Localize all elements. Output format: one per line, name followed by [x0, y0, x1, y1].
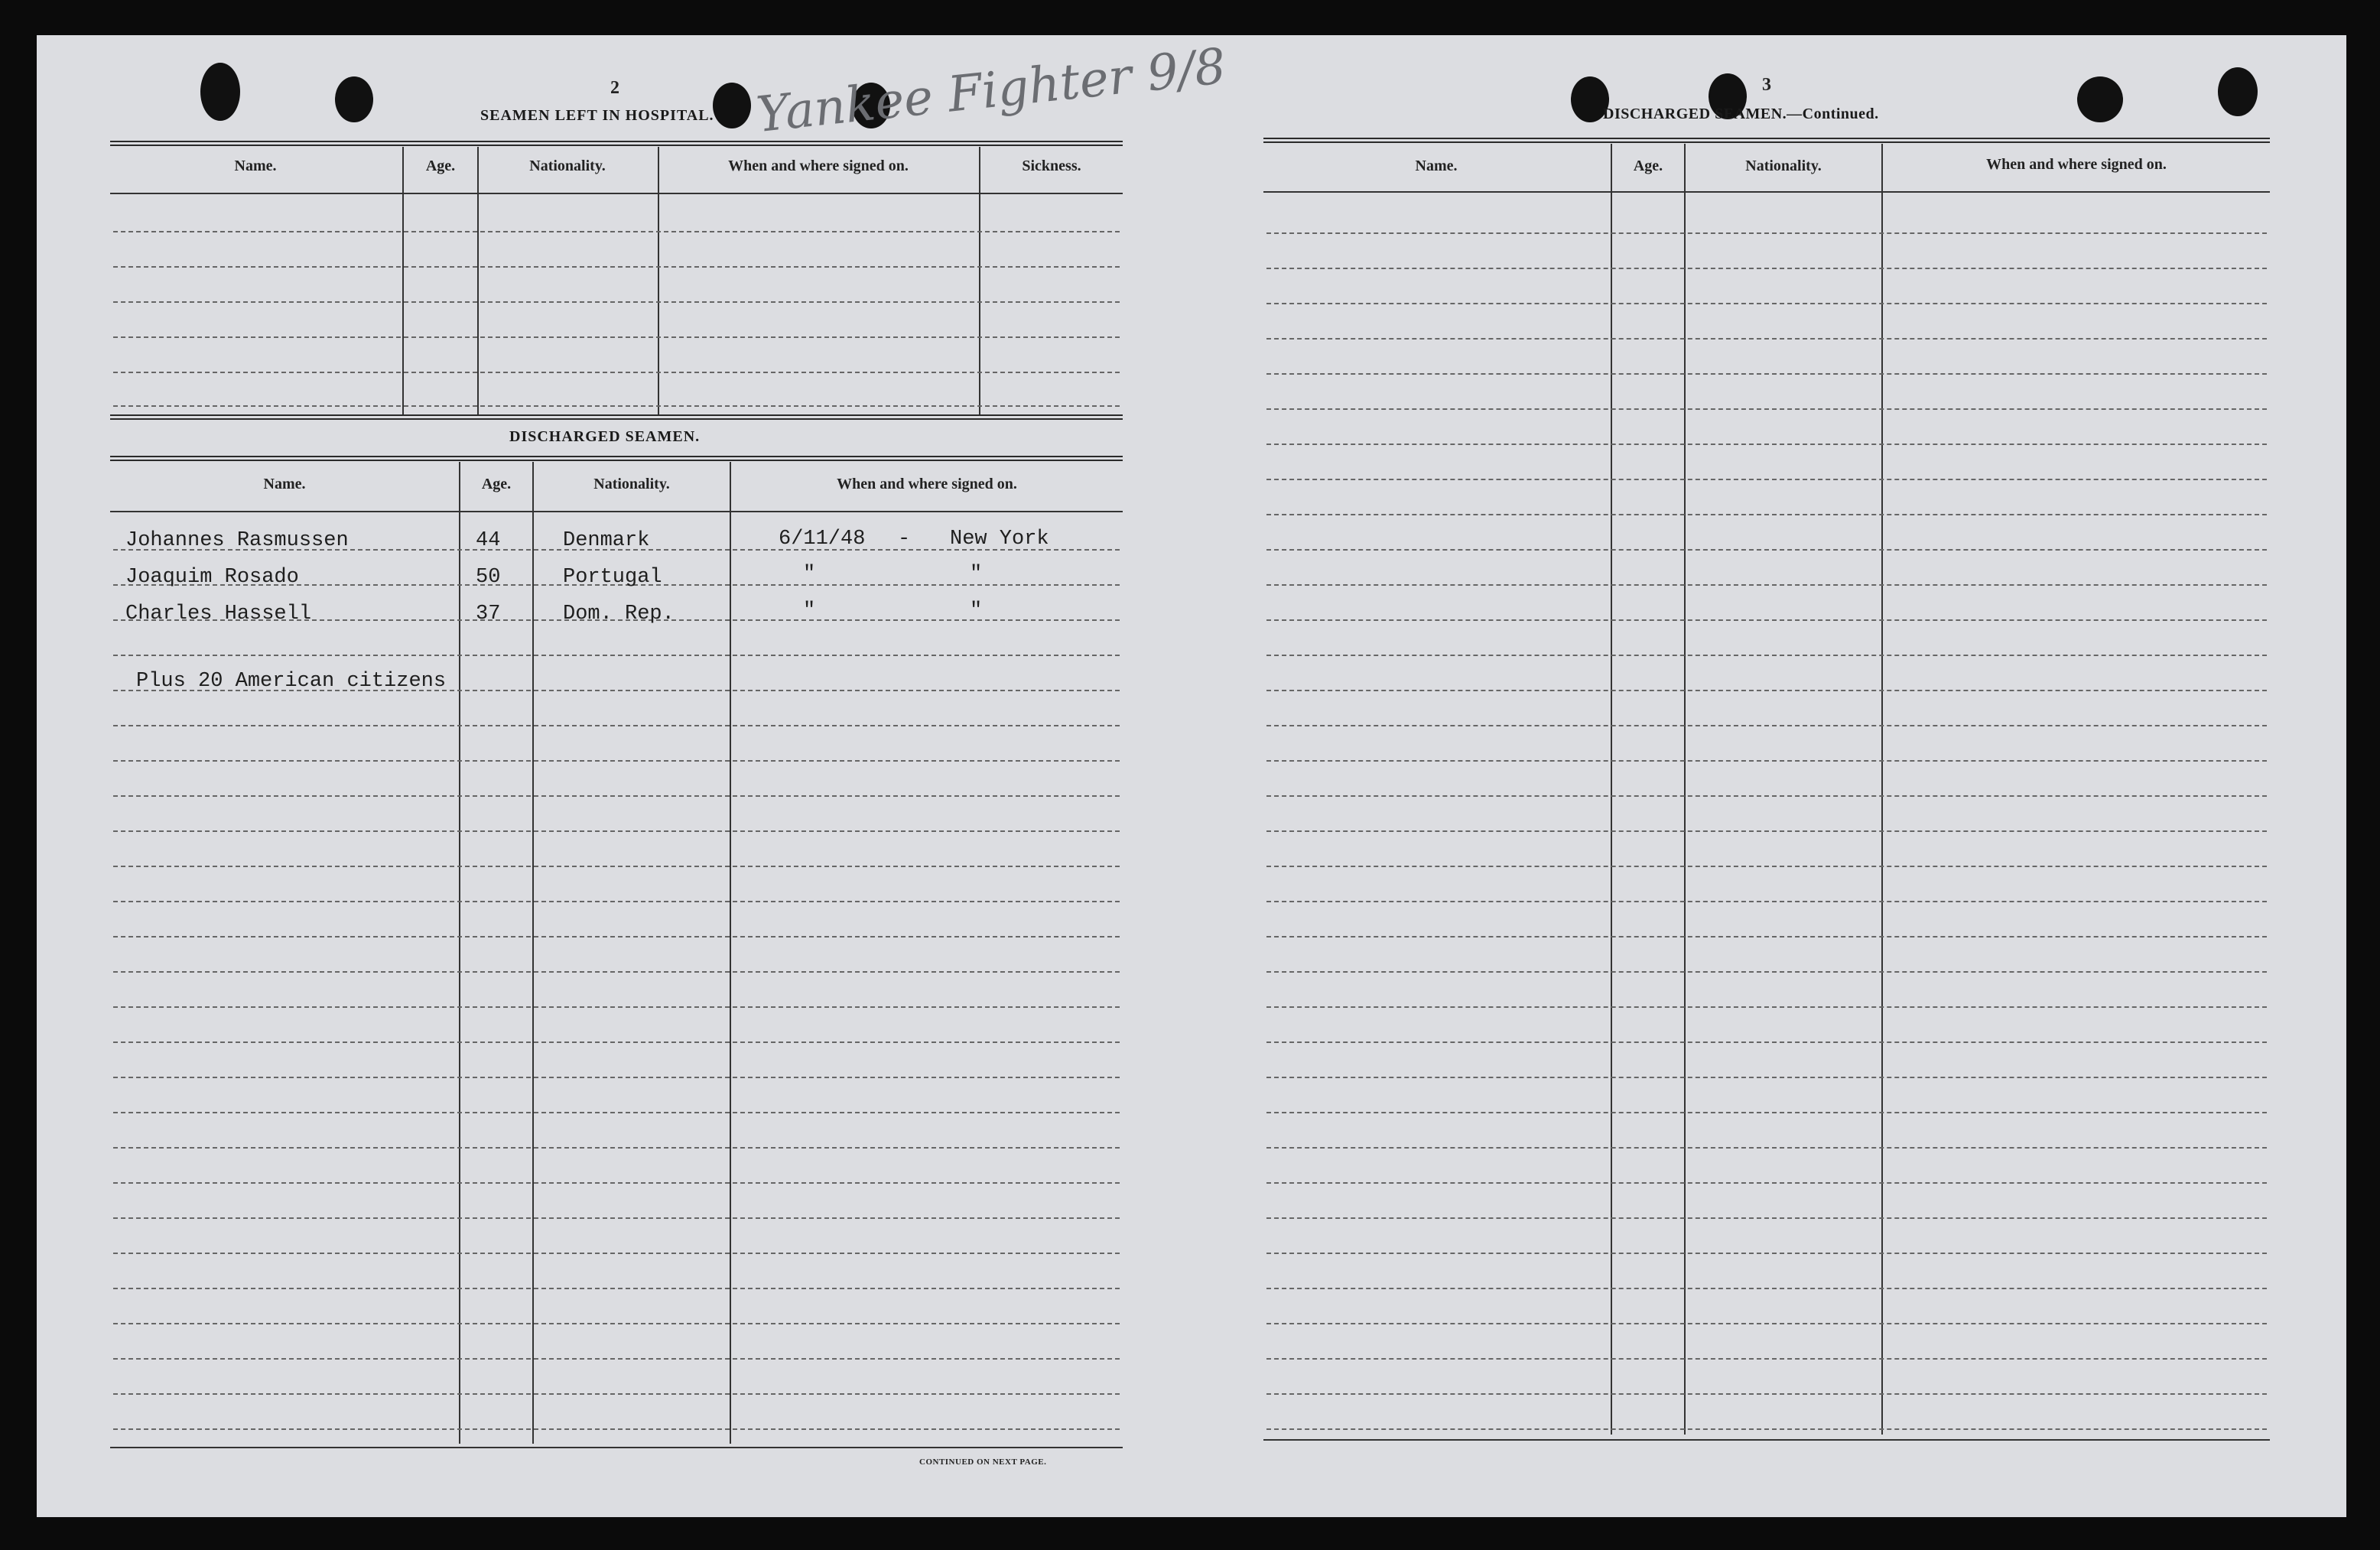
right-header-rule: [1263, 191, 2270, 193]
seaman-nationality: Denmark: [563, 529, 650, 552]
signed-on-date: 6/11/48: [779, 528, 866, 551]
crew-note: Plus 20 American citizens: [136, 670, 447, 693]
right-table-bottom-rule: [1263, 1439, 2270, 1441]
ruled-line: [113, 1288, 1120, 1289]
handwritten-note: Yankee Fighter 9/8: [753, 38, 1229, 144]
right-table-top-rule: [1263, 138, 2270, 143]
ruled-line: [1266, 971, 2267, 973]
hospital-col-nationality: Nationality.: [529, 158, 606, 174]
discharged-col-nationality: Nationality.: [593, 476, 670, 492]
left-page: [37, 35, 1229, 1517]
ruled-line: [1266, 1428, 2267, 1430]
ruled-line: [1266, 725, 2267, 726]
ruled-line: [1266, 936, 2267, 937]
discharged-col-divider: [532, 462, 534, 1444]
punch-hole: [713, 83, 751, 128]
ruled-line: [1266, 866, 2267, 867]
right-page: [1192, 35, 2346, 1517]
ruled-line: [113, 725, 1120, 726]
page-number: 2: [610, 78, 619, 98]
hospital-table-top-rule: [110, 141, 1123, 146]
ruled-line: [113, 1217, 1120, 1219]
seaman-name: Johannes Rasmussen: [125, 529, 349, 552]
ruled-line: [1266, 1358, 2267, 1360]
discharged-table-bottom-rule: [110, 1447, 1123, 1448]
hospital-header-rule: [110, 193, 1123, 194]
ruled-line: [113, 231, 1120, 232]
ruled-line: [1266, 1041, 2267, 1043]
ruled-line: [1266, 690, 2267, 691]
ruled-line: [113, 1006, 1120, 1008]
signed-on-place: ": [970, 600, 983, 622]
punch-hole: [2218, 67, 2258, 116]
discharged-section-title: DISCHARGED SEAMEN.: [509, 428, 701, 445]
right-col-nationality: Nationality.: [1745, 158, 1822, 174]
ruled-line: [1266, 1182, 2267, 1184]
hospital-col-sickness: Sickness.: [1022, 158, 1081, 174]
hospital-table-bottom-rule: [110, 414, 1123, 420]
ruled-line: [1266, 619, 2267, 621]
ruled-line: [1266, 1393, 2267, 1395]
ruled-line: [113, 760, 1120, 762]
hospital-col-divider: [658, 147, 659, 414]
ruled-line: [113, 901, 1120, 902]
signed-on-place: New York: [950, 528, 1049, 551]
ruled-line: [1266, 901, 2267, 902]
punch-hole: [2077, 76, 2123, 122]
ruled-line: [1266, 479, 2267, 480]
hospital-col-name: Name.: [234, 158, 277, 174]
ruled-line: [113, 655, 1120, 656]
seaman-age: 44: [476, 529, 501, 552]
ruled-line: [1266, 655, 2267, 656]
discharged-col-signed-on: When and where signed on.: [837, 476, 1017, 492]
right-col-age: Age.: [1633, 158, 1663, 174]
ruled-line: [1266, 584, 2267, 586]
signed-on-date: ": [803, 600, 816, 622]
ruled-line: [113, 301, 1120, 303]
ruled-line: [1266, 549, 2267, 551]
punch-hole: [335, 76, 373, 122]
ruled-line: [113, 795, 1120, 797]
page-number: 3: [1762, 75, 1771, 95]
seaman-age: 37: [476, 603, 501, 626]
discharged-col-age: Age.: [481, 476, 512, 492]
discharged-table-top-rule: [110, 456, 1123, 461]
seaman-name: Charles Hassell: [125, 603, 312, 626]
ruled-line: [113, 405, 1120, 407]
ruled-line: [113, 372, 1120, 373]
discharged-col-divider: [730, 462, 731, 1444]
ruled-line: [113, 971, 1120, 973]
ruled-line: [1266, 1112, 2267, 1113]
ruled-line: [1266, 408, 2267, 410]
seaman-nationality: Dom. Rep.: [563, 603, 675, 626]
ruled-line: [113, 336, 1120, 338]
hospital-col-divider: [477, 147, 479, 414]
discharged-header-rule: [110, 511, 1123, 512]
ruled-line: [1266, 830, 2267, 832]
ruled-line: [113, 1147, 1120, 1149]
ruled-line: [1266, 1006, 2267, 1008]
ruled-line: [113, 1182, 1120, 1184]
ruled-line: [1266, 1217, 2267, 1219]
ruled-line: [1266, 795, 2267, 797]
punch-hole: [200, 63, 240, 121]
document-sheet: [37, 35, 2346, 1517]
ruled-line: [113, 1323, 1120, 1324]
ruled-line: [1266, 760, 2267, 762]
ruled-line: [113, 936, 1120, 937]
ruled-line: [113, 1041, 1120, 1043]
ruled-line: [113, 830, 1120, 832]
ruled-line: [1266, 338, 2267, 340]
ruled-line: [113, 1358, 1120, 1360]
ruled-line: [113, 866, 1120, 867]
discharged-col-divider: [459, 462, 460, 1444]
ruled-line: [1266, 268, 2267, 269]
hospital-col-divider: [979, 147, 980, 414]
discharged-continued-title: DISCHARGED SEAMEN.—Continued.: [1603, 106, 1879, 122]
signed-on-dash: -: [898, 528, 911, 551]
seaman-name: Joaquim Rosado: [125, 566, 299, 589]
ruled-line: [1266, 1288, 2267, 1289]
ruled-line: [1266, 444, 2267, 445]
hospital-col-age: Age.: [425, 158, 456, 174]
hospital-section-title: SEAMEN LEFT IN HOSPITAL.: [480, 107, 714, 124]
seaman-age: 50: [476, 566, 501, 589]
ruled-line: [113, 266, 1120, 268]
ruled-line: [113, 1112, 1120, 1113]
right-col-signed-on: When and where signed on.: [1986, 156, 2167, 173]
seaman-nationality: Portugal: [563, 566, 662, 589]
ruled-line: [113, 1253, 1120, 1254]
ruled-line: [1266, 514, 2267, 515]
ruled-line: [1266, 1253, 2267, 1254]
ruled-line: [1266, 303, 2267, 304]
continued-note: CONTINUED ON NEXT PAGE.: [919, 1457, 1047, 1467]
right-col-name: Name.: [1415, 158, 1458, 174]
signed-on-place: ": [970, 563, 983, 586]
ruled-line: [113, 1428, 1120, 1430]
hospital-col-signed-on: When and where signed on.: [728, 158, 909, 174]
ruled-line: [1266, 1077, 2267, 1078]
discharged-col-name: Name.: [263, 476, 306, 492]
ruled-line: [113, 1393, 1120, 1395]
signed-on-date: ": [803, 563, 816, 586]
ruled-line: [1266, 373, 2267, 375]
ruled-line: [1266, 1323, 2267, 1324]
ruled-line: [1266, 1147, 2267, 1149]
ruled-line: [113, 1077, 1120, 1078]
ruled-line: [1266, 232, 2267, 234]
hospital-col-divider: [402, 147, 404, 414]
